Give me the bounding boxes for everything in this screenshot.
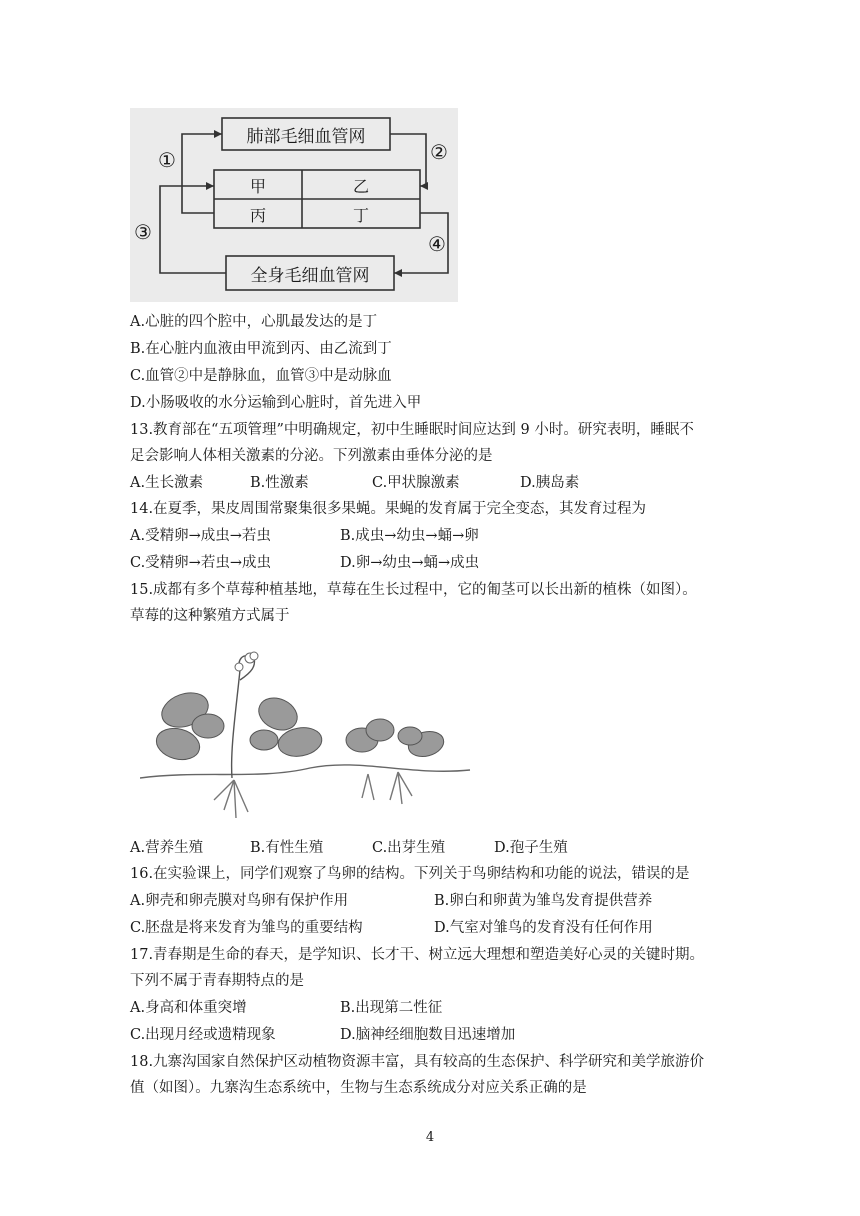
q18-stem-line1: 18.九寨沟国家自然保护区动植物资源丰富，具有较高的生态保护、科学研究和美学旅游价 (130, 1054, 705, 1070)
q16-option-d: D.气室对雏鸟的发育没有任何作用 (434, 920, 653, 936)
q17-stem-line1: 17.青春期是生命的春天，是学知识、长才干、树立远大理想和塑造美好心灵的关键时期。 (130, 947, 705, 963)
q14-option-b: B.成虫→幼虫→蛹→卵 (340, 528, 479, 544)
vessel-2-label: ② (430, 140, 448, 164)
q17-option-c: C.出现月经或遗精现象 (130, 1027, 276, 1043)
q16-option-a: A.卵壳和卵壳膜对鸟卵有保护作用 (130, 893, 349, 909)
q12-option-c: C.血管②中是静脉血，血管③中是动脉血 (130, 368, 392, 384)
q16-option-c: C.胚盘是将来发育为雏鸟的重要结构 (130, 920, 363, 936)
q17-stem-line2: 下列不属于青春期特点的是 (130, 973, 304, 989)
page-number: 4 (425, 1130, 435, 1145)
chamber-yi: 乙 (352, 177, 369, 196)
circulation-diagram (130, 108, 458, 302)
body-capillaries-label: 全身毛细血管网 (250, 266, 370, 286)
q13-option-d: D.胰岛素 (520, 475, 580, 491)
q14-option-d: D.卵→幼虫→蛹→成虫 (340, 555, 480, 571)
chamber-jia: 甲 (249, 177, 266, 196)
q14-option-c: C.受精卵→若虫→成虫 (130, 555, 271, 571)
vessel-3-label: ③ (134, 220, 152, 244)
vessel-4-label: ④ (428, 232, 446, 256)
q13-option-b: B.性激素 (250, 475, 309, 491)
q15-option-a: A.营养生殖 (130, 840, 204, 856)
q15-option-d: D.孢子生殖 (494, 840, 568, 856)
q13-stem-line2: 足会影响人体相关激素的分泌。下列激素由垂体分泌的是 (130, 448, 493, 464)
q13-option-c: C.甲状腺激素 (372, 475, 460, 491)
q14-option-a: A.受精卵→成虫→若虫 (130, 528, 271, 544)
q16-stem: 16.在实验课上，同学们观察了鸟卵的结构。下列关于鸟卵结构和功能的说法，错误的是 (130, 866, 690, 882)
vessel-1-label: ① (158, 148, 176, 172)
q17-option-b: B.出现第二性征 (340, 1000, 443, 1016)
q16-option-b: B.卵白和卵黄为雏鸟发育提供营养 (434, 893, 653, 909)
chamber-ding: 丁 (352, 206, 369, 225)
strawberry-runner-illustration (140, 640, 480, 830)
lung-capillaries-label: 肺部毛细血管网 (246, 127, 366, 147)
chamber-bing: 丙 (249, 206, 266, 225)
q12-option-d: D.小肠吸收的水分运输到心脏时，首先进入甲 (130, 395, 422, 411)
q15-option-c: C.出芽生殖 (372, 840, 446, 856)
q18-stem-line2: 值（如图）。九寨沟生态系统中，生物与生态系统成分对应关系正确的是 (130, 1080, 587, 1096)
q13-option-a: A.生长激素 (130, 475, 204, 491)
q15-stem-line1: 15.成都有多个草莓种植基地，草莓在生长过程中，它的匍茎可以长出新的植株（如图）。 (130, 582, 697, 598)
q12-option-a: A.心脏的四个腔中，心肌最发达的是丁 (130, 314, 378, 330)
q15-option-b: B.有性生殖 (250, 840, 324, 856)
q17-option-d: D.脑神经细胞数目迅速增加 (340, 1027, 516, 1043)
q12-option-b: B.在心脏内血液由甲流到丙、由乙流到丁 (130, 341, 392, 357)
q15-stem-line2: 草莓的这种繁殖方式属于 (130, 608, 290, 624)
q14-stem: 14.在夏季，果皮周围常聚集很多果蝇。果蝇的发育属于完全变态，其发育过程为 (130, 501, 647, 517)
q17-option-a: A.身高和体重突增 (130, 1000, 247, 1016)
q13-stem-line1: 13.教育部在“五项管理”中明确规定，初中生睡眠时间应达到 9 小时。研究表明，睡眠不 (130, 422, 694, 438)
